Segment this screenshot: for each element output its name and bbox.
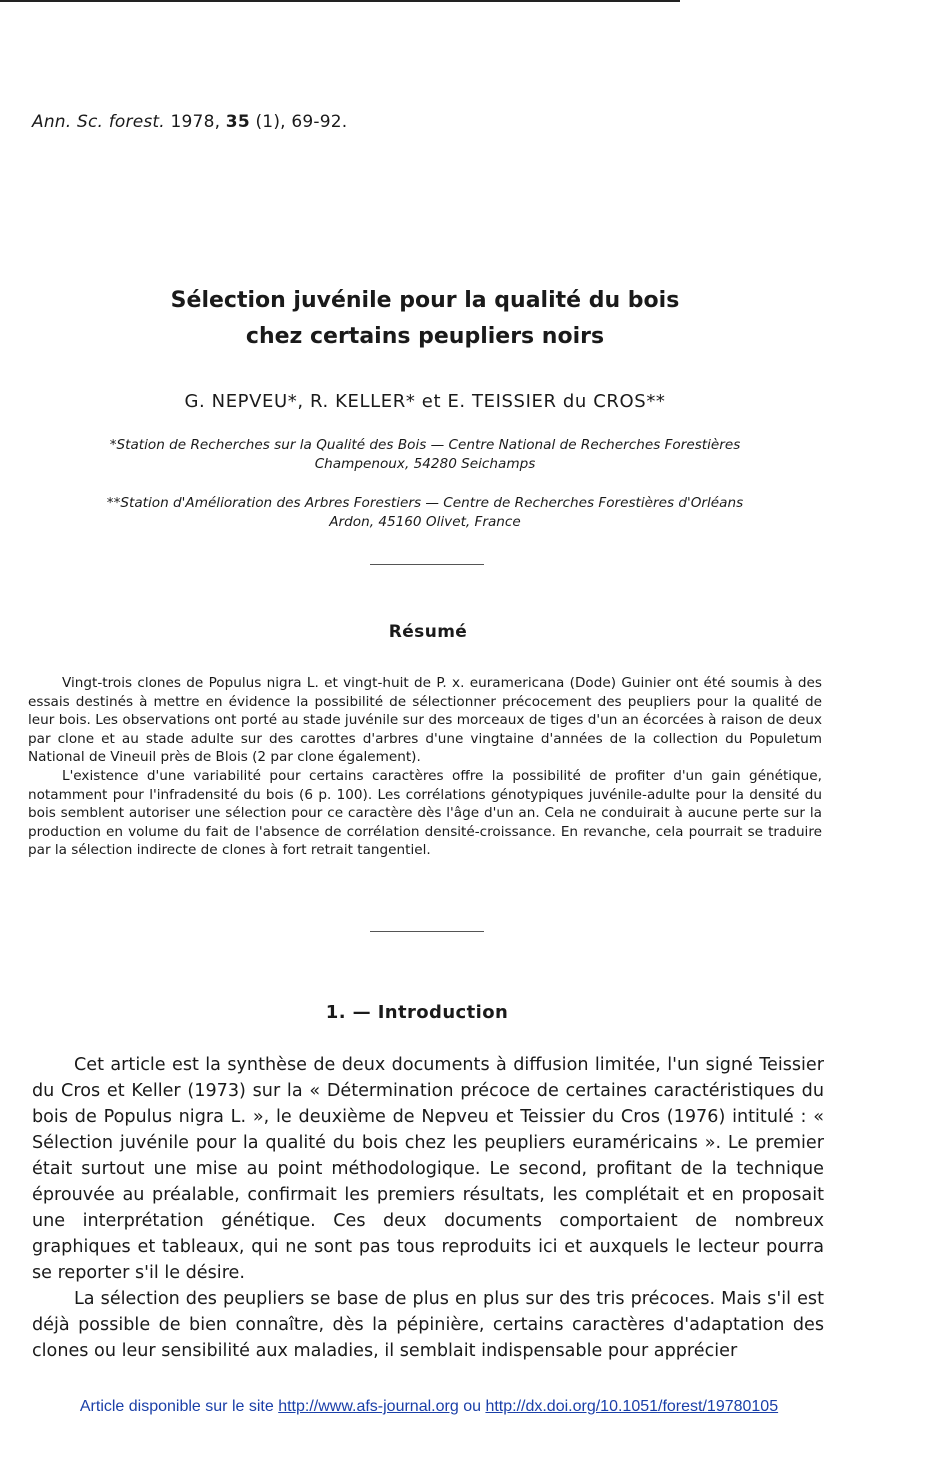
separator-rule	[370, 931, 484, 932]
affiliation-2-line-1: **Station d'Amélioration des Arbres Forestiers — Centre de Recherches Forestières d'Orléans	[106, 495, 744, 511]
citation-volume: 35	[225, 112, 250, 132]
citation-issue: (1),	[255, 112, 286, 132]
footer-prefix: Article disponible sur le site	[79, 1398, 274, 1415]
citation-pages: 69-92.	[291, 112, 348, 132]
affiliation-1-line-1: *Station de Recherches sur la Qualité des Bois — Centre National de Recherches Forestières	[109, 437, 741, 453]
affiliation-1	[0, 436, 850, 474]
separator-rule	[370, 564, 484, 565]
introduction-paragraph-2: La sélection des peupliers se base de plus en plus sur des tris précoces. Mais s'il est déjà possible de bien connaître, dès la pépinière, certains caractères d'adaptation des clones ou leur sensibilité aux maladies, il semblait indispensable pour apprécier	[32, 1289, 824, 1361]
affiliation-1-line-2: Champenoux, 54280 Seichamps	[314, 456, 536, 472]
citation	[32, 112, 347, 132]
abstract-paragraph-1: Vingt-trois clones de Populus nigra L. et vingt-huit de P. x. euramericana (Dode) Guinier ont été soumis à des essais destinés à mettre en évidence la possibilité de sélectionner précocement des peupliers pour la qualité de leur bois. Les observations ont porté au stade juvénile sur des morceaux de tiges d'un an écorcées à raison de deux par clone et au stade adulte sur des carottes d'arbres d'une vingtaine d'années de la collection du Populetum National de Vineuil près de Blois (2 par clone également).	[28, 675, 822, 766]
resume-heading: Résumé	[388, 622, 468, 642]
citation-year: 1978,	[170, 112, 221, 132]
doi-link[interactable]: http://dx.doi.org/10.1051/forest/19780105	[485, 1398, 779, 1415]
journal-site-link[interactable]: http://www.afs-journal.org	[278, 1398, 459, 1415]
title-line-1: Sélection juvénile pour la qualité du bois	[170, 288, 680, 313]
abstract	[28, 674, 822, 860]
authors: G. NEPVEU*, R. KELLER* et E. TEISSIER du CROS**	[184, 391, 666, 412]
top-rule	[0, 0, 680, 2]
title-line-2: chez certains peupliers noirs	[245, 324, 605, 349]
affiliation-2	[0, 494, 850, 532]
paper-title	[0, 283, 850, 355]
abstract-paragraph-2: L'existence d'une variabilité pour certains caractères offre la possibilité de profiter d'un gain génétique, notamment pour l'infradensité du bois (6 p. 100). Les corrélations génotypiques juvénile-adulte pour la densité du bois semblent autoriser une sélection pour ce caractère dès l'âge d'un an. Cela ne conduirait à aucune perte sur la production en volume du fait de l'absence de corrélation densité-croissance. En revanche, cela pourrait se traduire par la sélection indirecte de clones à fort retrait tangentiel.	[28, 767, 822, 859]
introduction-paragraph-1: Cet article est la synthèse de deux documents à diffusion limitée, l'un signé Teissier du Cros et Keller (1973) sur la « Détermination précoce de certaines caractéristiques du bois de Populus nigra L. », le deuxième de Nepveu et Teissier du Cros (1976) intitulé : « Sélection juvénile pour la qualité du bois chez les peupliers euraméricains ». Le premier était surtout une mise au point méthodologique. Le second, profitant de la technique éprouvée au préalable, confirmait les premiers résultats, les complétait et en proposait une interprétation génétique. Ces deux documents comportaient de nombreux graphiques et tableaux, qui ne sont pas tous reproduits ici et auxquels le lecteur pourra se reporter s'il le désire.	[32, 1055, 824, 1283]
introduction-heading: 1. — Introduction	[325, 1002, 509, 1023]
footer-middle: ou	[463, 1398, 481, 1415]
citation-journal: Ann. Sc. forest.	[32, 112, 165, 132]
introduction-body	[32, 1052, 824, 1364]
footer	[0, 1398, 858, 1416]
affiliation-2-line-2: Ardon, 45160 Olivet, France	[329, 514, 521, 530]
